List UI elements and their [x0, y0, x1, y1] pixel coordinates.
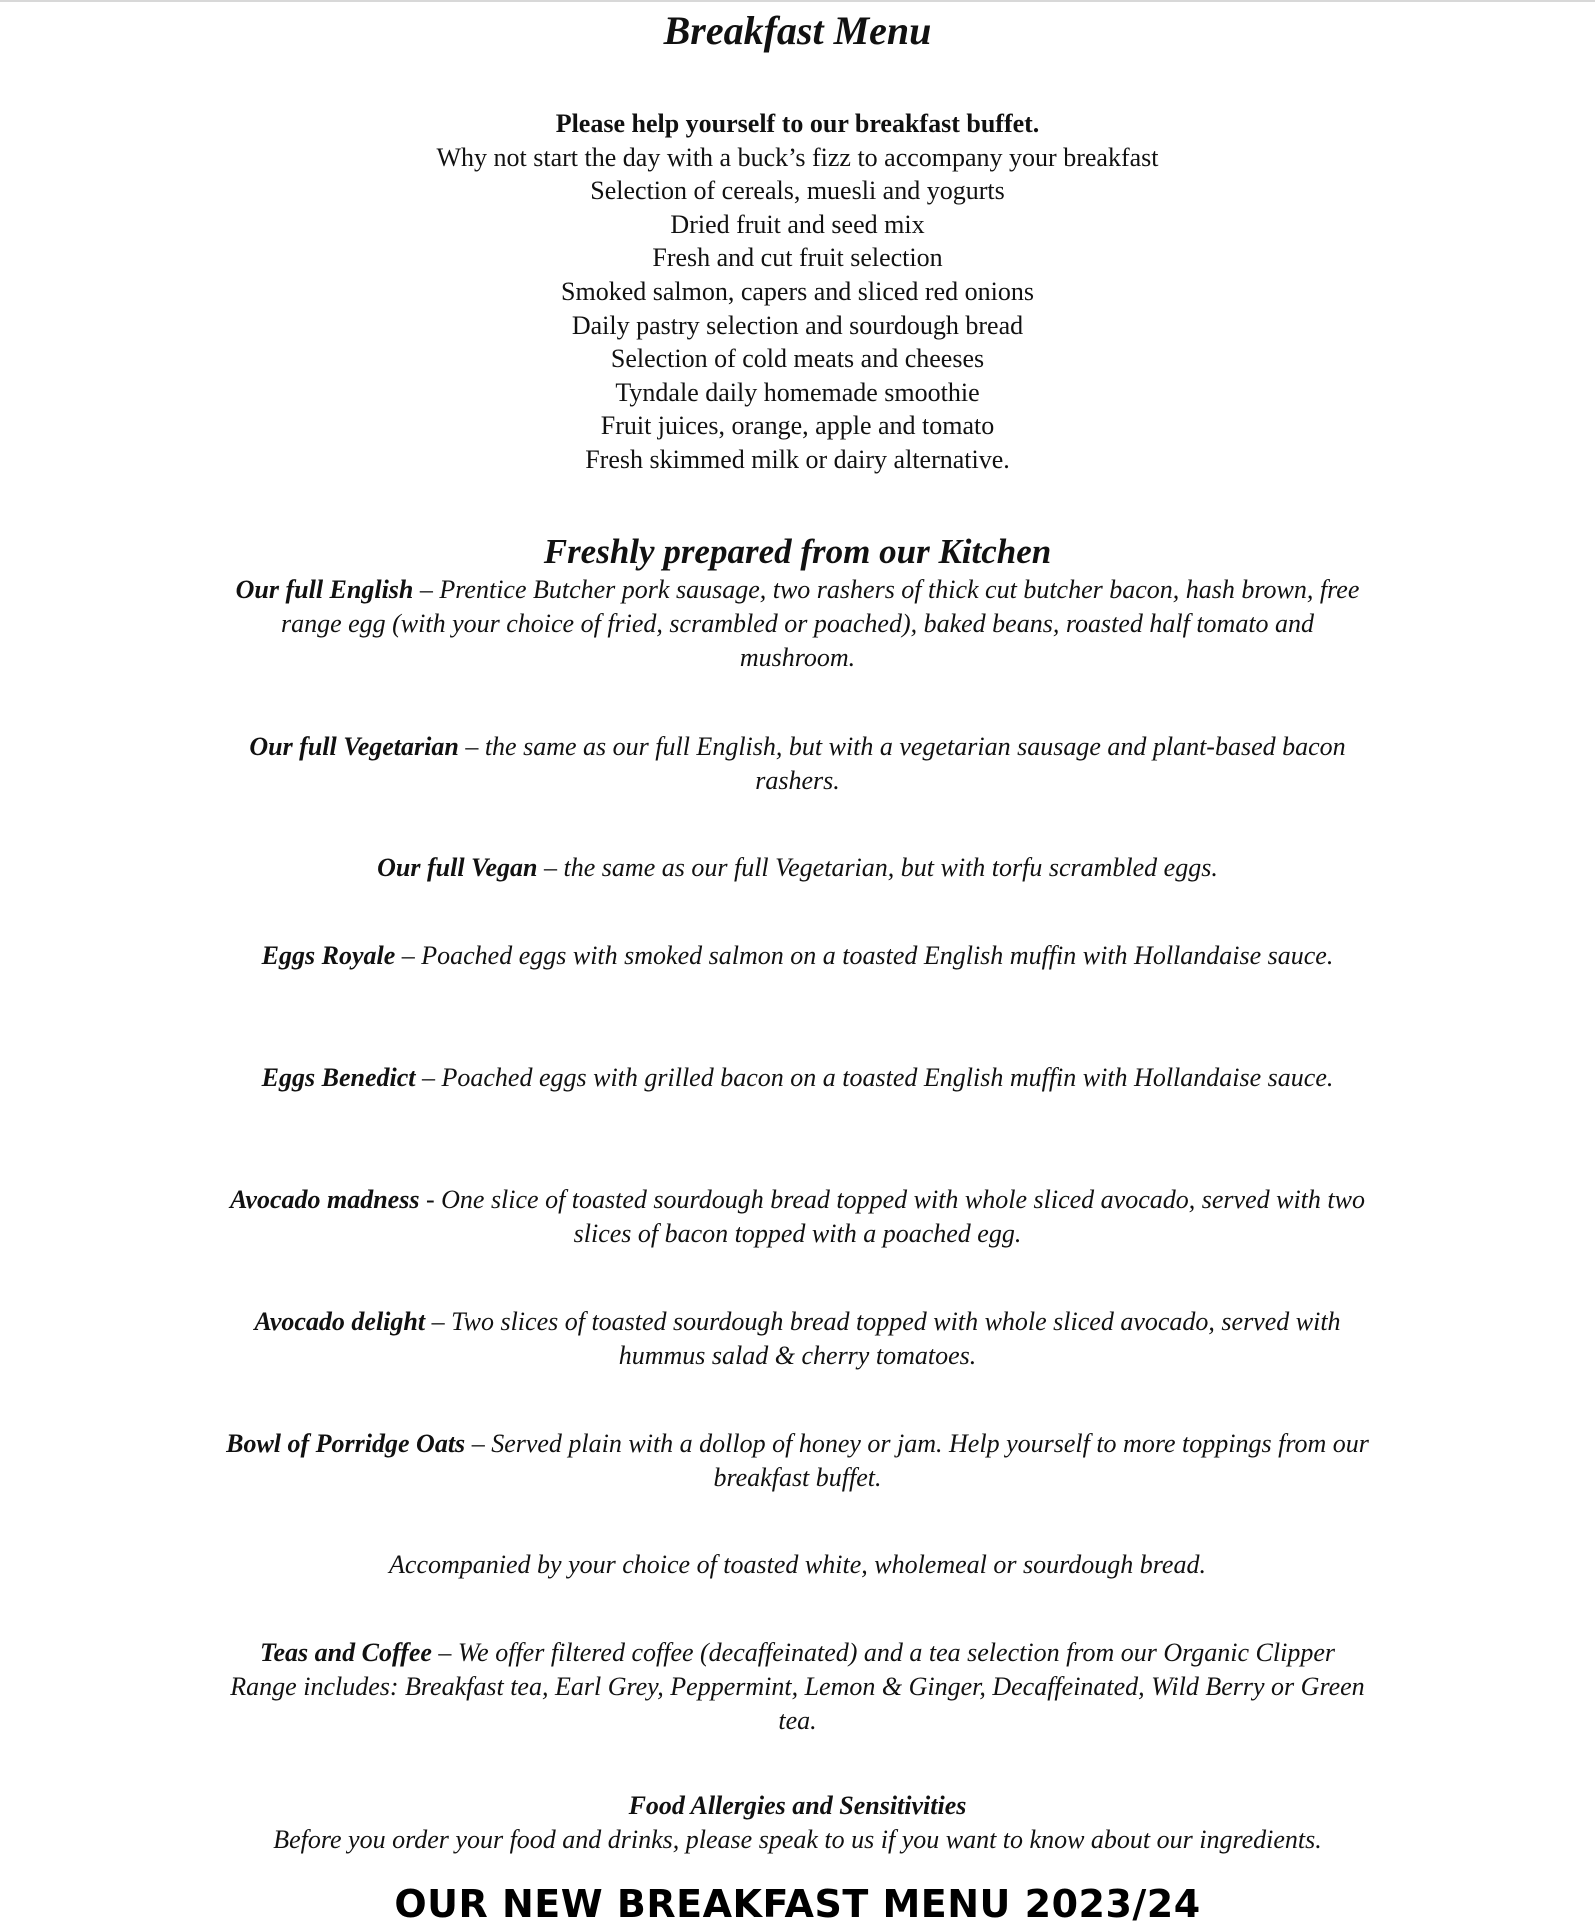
dish-description: One slice of toasted sourdough bread topped with whole sliced avocado, served with two slices of bacon topped with a poached egg. [441, 1185, 1365, 1248]
dish-name: Our full Vegetarian [249, 732, 459, 761]
buffet-item: Why not start the day with a buck’s fizz to accompany your breakfast [436, 142, 1159, 172]
dish-description: Poached eggs with grilled bacon on a toasted English muffin with Hollandaise sauce. [441, 1063, 1334, 1092]
buffet-item: Fresh skimmed milk or dairy alternative. [585, 444, 1010, 474]
dish-eggs-benedict [225, 1061, 1370, 1095]
dish-separator: – [395, 941, 422, 970]
buffet-item: Fruit juices, orange, apple and tomato [600, 411, 995, 441]
allergies-text: Before you order your food and drinks, please speak to us if you want to know about our ingredients. [273, 1825, 1322, 1854]
buffet-item: Dried fruit and seed mix [670, 209, 925, 239]
dish-separator: – [537, 853, 564, 882]
dish-eggs-royale [225, 939, 1370, 973]
dish-name: Avocado delight [254, 1307, 426, 1336]
dish-porridge-oats [225, 1427, 1370, 1495]
dish-name: Our full English [235, 575, 414, 604]
dish-avocado-madness [225, 1183, 1370, 1251]
dish-description: Prentice Butcher pork sausage, two rashers of thick cut butcher bacon, hash brown, free range egg (with your choice of fried, scrambled or poached), baked beans, roasted half tomato and mushroom. [280, 575, 1360, 672]
dish-full-vegetarian [225, 730, 1370, 798]
dish-separator: – [415, 1063, 442, 1092]
buffet-item: Selection of cereals, muesli and yogurts [590, 176, 1005, 206]
dish-description: the same as our full English, but with a vegetarian sausage and plant-based bacon rashers. [484, 732, 1346, 795]
kitchen-heading: Freshly prepared from our Kitchen [543, 532, 1052, 571]
teas-and-coffee [225, 1636, 1370, 1738]
dish-description: Two slices of toasted sourdough bread topped with whole sliced avocado, served with hummus salad & cherry tomatoes. [451, 1307, 1341, 1370]
dish-name: Avocado madness [230, 1185, 420, 1214]
caption-banner: OUR NEW BREAKFAST MENU 2023/24 [394, 1882, 1201, 1926]
dish-separator: – [458, 732, 485, 761]
dish-separator: – [413, 575, 440, 604]
dish-description: Poached eggs with smoked salmon on a toasted English muffin with Hollandaise sauce. [421, 941, 1334, 970]
dish-name: Teas and Coffee [260, 1638, 432, 1667]
dish-description: the same as our full Vegetarian, but with torfu scrambled eggs. [563, 853, 1218, 882]
allergies-section [0, 1789, 1595, 1857]
dish-separator: – [465, 1429, 492, 1458]
dish-name: Our full Vegan [377, 853, 538, 882]
buffet-item: Daily pastry selection and sourdough bread [571, 310, 1024, 340]
menu-title: Breakfast Menu [663, 8, 932, 53]
buffet-section [0, 107, 1595, 477]
buffet-item: Tyndale daily homemade smoothie [615, 377, 980, 407]
bread-note: Accompanied by your choice of toasted white, wholemeal or sourdough bread. [389, 1550, 1206, 1579]
dish-name: Bowl of Porridge Oats [226, 1429, 466, 1458]
dish-name: Eggs Benedict [261, 1063, 416, 1092]
dish-separator: – [425, 1307, 452, 1336]
buffet-item: Smoked salmon, capers and sliced red onions [561, 276, 1034, 306]
dish-separator: - [419, 1185, 442, 1214]
dish-full-vegan [225, 851, 1370, 885]
dish-full-english [225, 573, 1370, 675]
buffet-intro: Please help yourself to our breakfast buffet. [555, 109, 1040, 138]
dish-avocado-delight [225, 1305, 1370, 1373]
dish-name: Eggs Royale [261, 941, 396, 970]
buffet-item: Fresh and cut fruit selection [652, 243, 943, 273]
buffet-item: Selection of cold meats and cheeses [610, 344, 985, 374]
dish-description: We offer filtered coffee (decaffeinated) and a tea selection from our Organic Clipper Range includes: Breakfast tea, Earl Grey, Peppermint, Lemon & Ginger, Decaffeinated, Wild Berry or Green tea. [230, 1638, 1365, 1735]
dish-description: Served plain with a dollop of honey or jam. Help yourself to more toppings from our breakfast buffet. [491, 1429, 1369, 1492]
allergies-heading: Food Allergies and Sensitivities [628, 1791, 967, 1820]
dish-separator: – [431, 1638, 458, 1667]
